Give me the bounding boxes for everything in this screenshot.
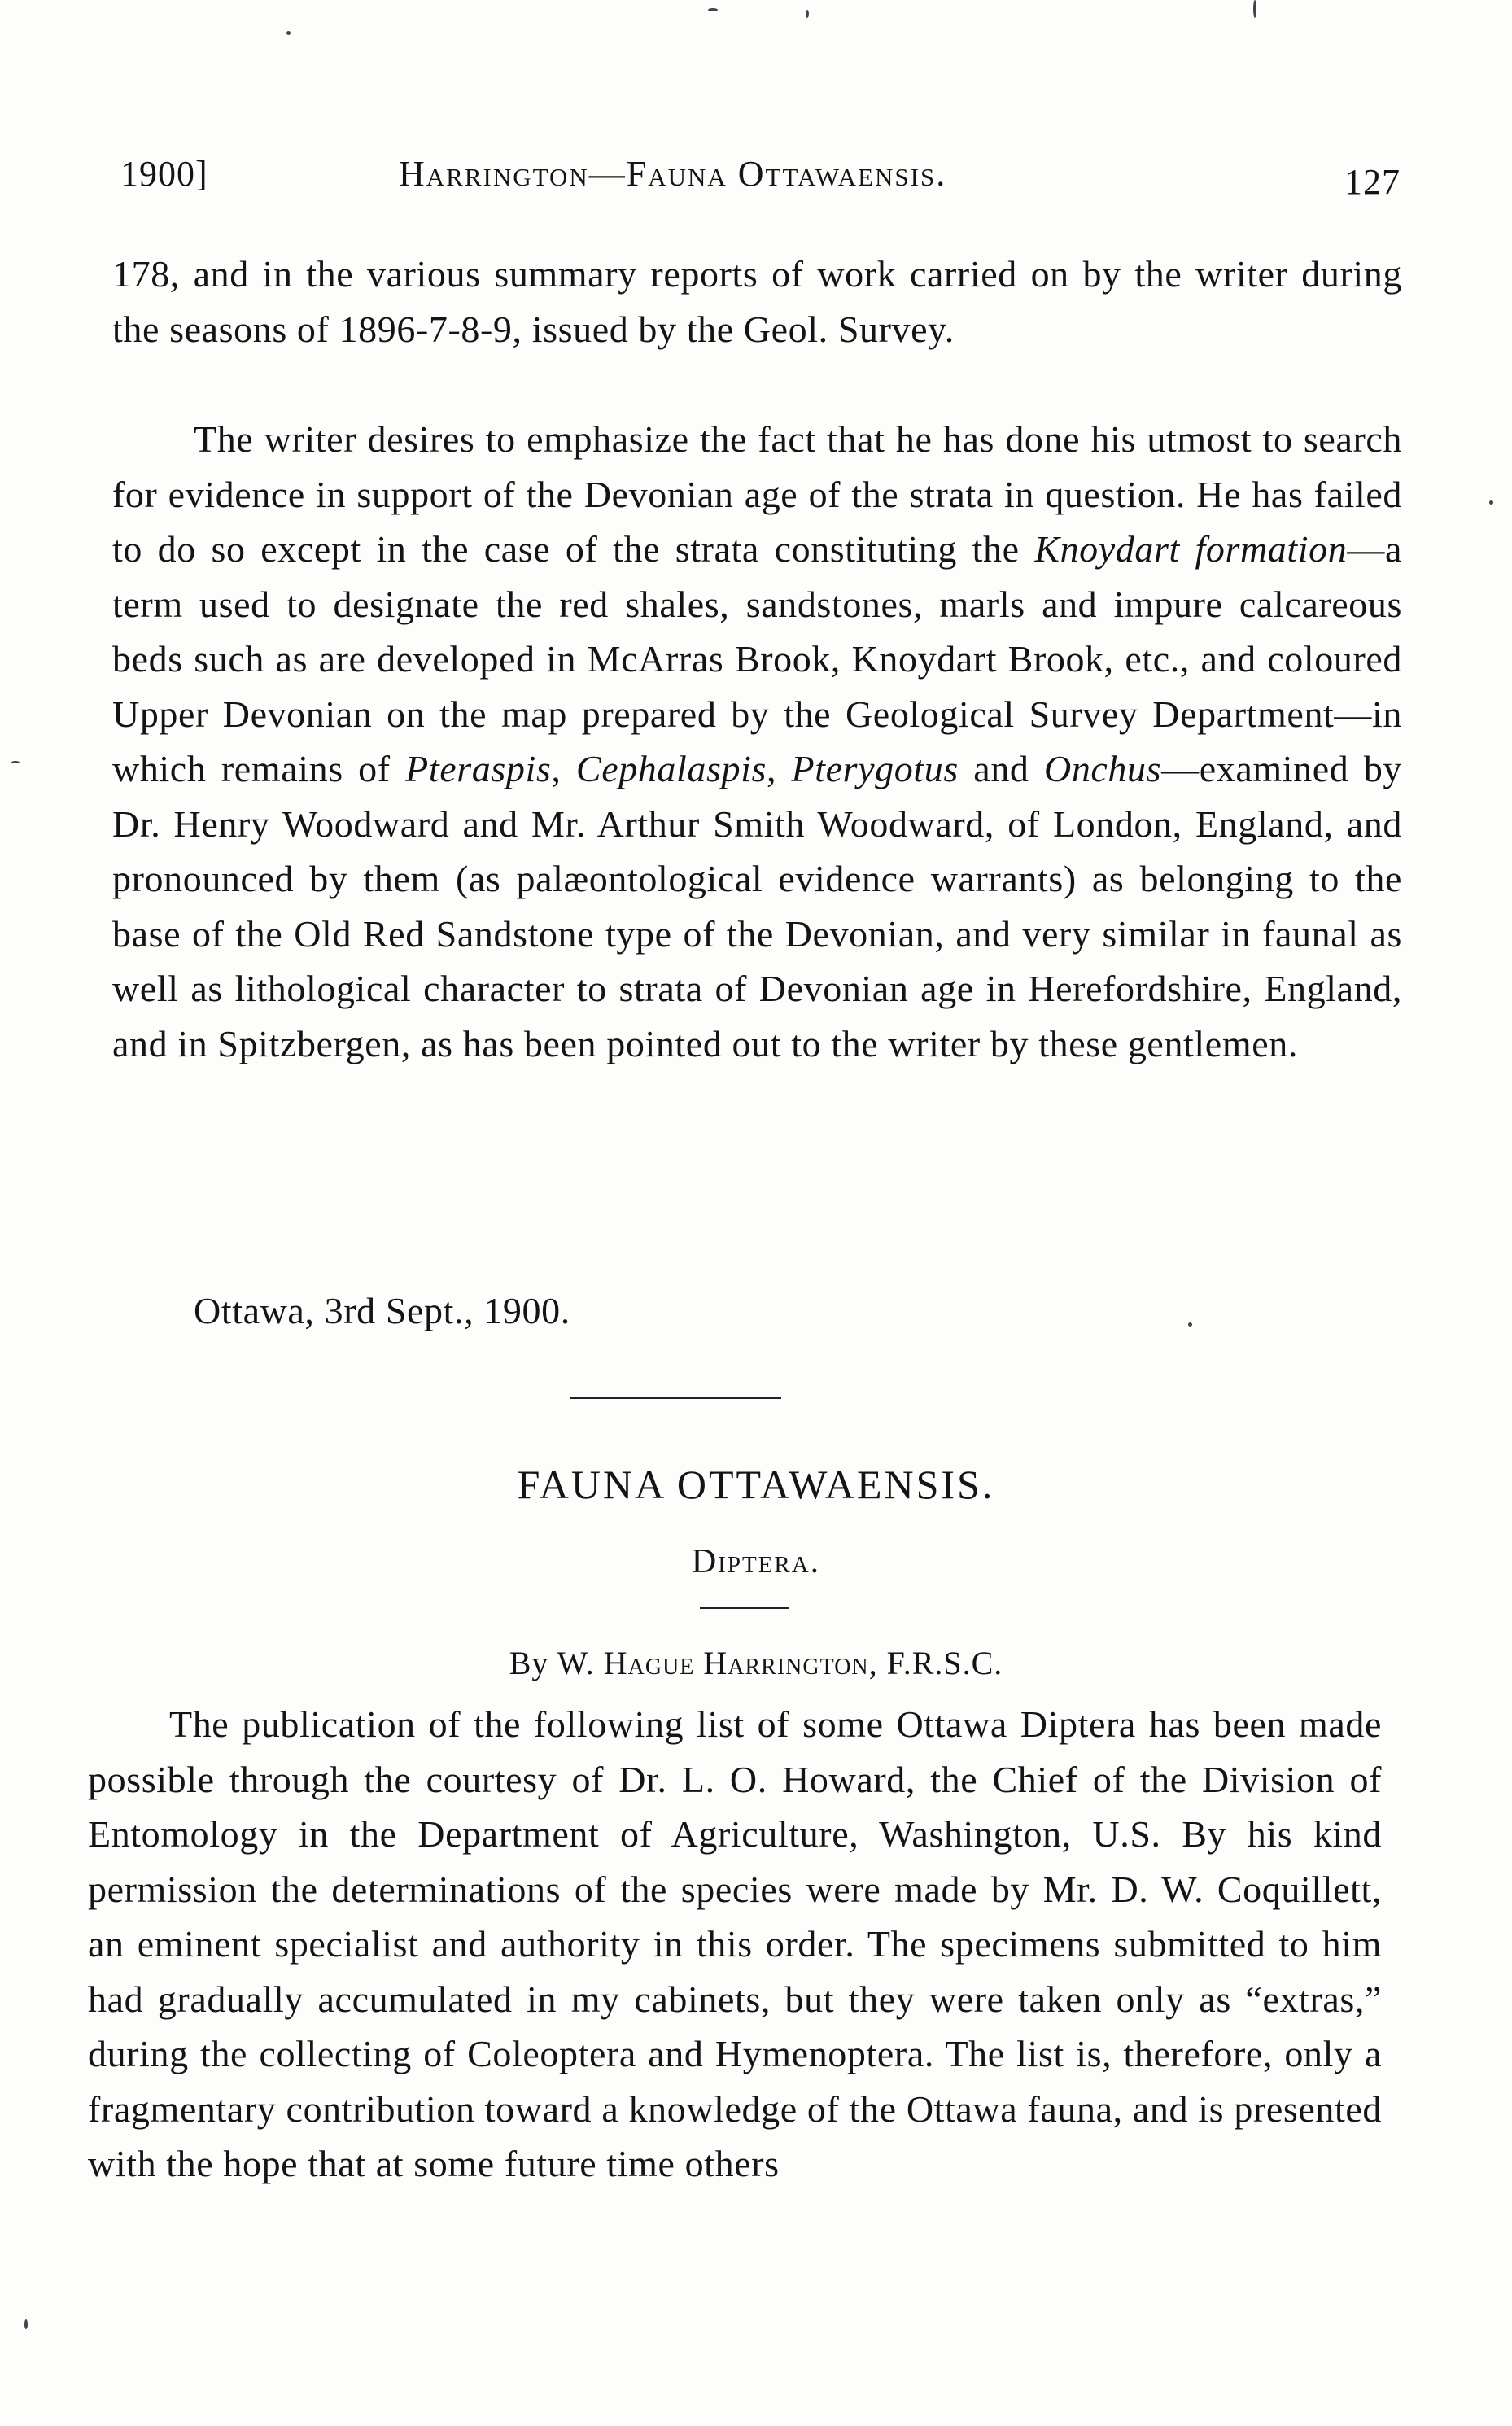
article-body-paragraph: The publication of the following list of some Ottawa Diptera has been made possible through the courtesy of Dr. L. O. Howard, the Chief of the Division of Entomology in the Department of Agriculture, Washington, U.S. By his kind permission the determinations of the species were made by Mr. D. W. Coquillett, an eminent specialist and authority in this order. The specimens submitted to him had gradually accumulated in my cabinets, but they were taken only as “extras,” during the collecting of Coleoptera and Hymenoptera. The list is, therefore, only a fragmentary contribution toward a knowledge of the Ottawa fauna, and is presented with the hope that at some future time others (88, 1703, 1382, 2184)
running-head (114, 146, 1404, 203)
scan-speck (1253, 0, 1256, 18)
scan-speck (24, 2319, 28, 2329)
scan-speck (286, 31, 291, 35)
scan-speck (708, 8, 718, 11)
text-run: , (766, 748, 792, 789)
italic-taxon-cephalaspis: Cephalaspis (575, 748, 767, 789)
text-run: —a term used to designate the red shales, sandstones, marls and impure calcareous beds such as are developed in McArras Brook, Knoydart Brook, etc., and coloured Upper Devonian on the map prepared by the Geological Survey Department—in which remains of (112, 528, 1402, 789)
article-title: FAUNA OTTAWAENSIS. (517, 1462, 995, 1507)
italic-taxon-pterygotus: Pterygotus (791, 748, 959, 789)
italic-term-knoydart: Knoydart formation (1034, 528, 1348, 570)
byline-suffix: , F.R.S.C. (868, 1645, 1003, 1681)
byline-prefix: By W. (509, 1645, 604, 1681)
scan-speck (1489, 500, 1493, 505)
byline-author: Hague Harrington (603, 1645, 869, 1681)
subtitle-rule (700, 1607, 789, 1609)
italic-taxon-pteraspis: Pteraspis (405, 748, 552, 789)
italic-taxon-onchus: Onchus (1044, 748, 1162, 789)
dateline: Ottawa, 3rd Sept., 1900. (194, 1290, 570, 1331)
evidence-paragraph (112, 412, 1402, 1071)
byline (0, 1644, 1512, 1682)
text-run: The writer desires to emphasize the fact that he has done his utmost to search for evidence in support of the Devonian age of the strata in question. He has failed to do so except in the case of the strata constituting the (112, 418, 1402, 570)
scan-speck (806, 10, 809, 18)
running-head-year: 1900] (120, 154, 208, 194)
text-run: —examined by Dr. Henry Woodward and Mr. Arthur Smith Woodward, of London, England, and pronounced by them (as palæontological evidence warrants) as belonging to the base of the Old Red Sandstone type of the Devonian, and very similar in faunal as well as lithological character to strata of Devonian age in Herefordshire, England, and in Spitzbergen, as has been pointed out to the writer by these gentlemen. (112, 748, 1403, 1064)
running-head-title: Harrington—Fauna Ottawaensis. (399, 154, 947, 194)
text-run: and (958, 748, 1044, 789)
scan-speck (11, 761, 20, 763)
section-divider (570, 1397, 781, 1399)
article-subtitle: Diptera. (691, 1543, 821, 1580)
page-number: 127 (1344, 162, 1401, 202)
text-run: , (551, 748, 576, 789)
continuation-paragraph: 178, and in the various summary reports of work carried on by the writer during the seasons of 1896-7-8-9, issued by the Geol. Survey. (112, 253, 1402, 350)
